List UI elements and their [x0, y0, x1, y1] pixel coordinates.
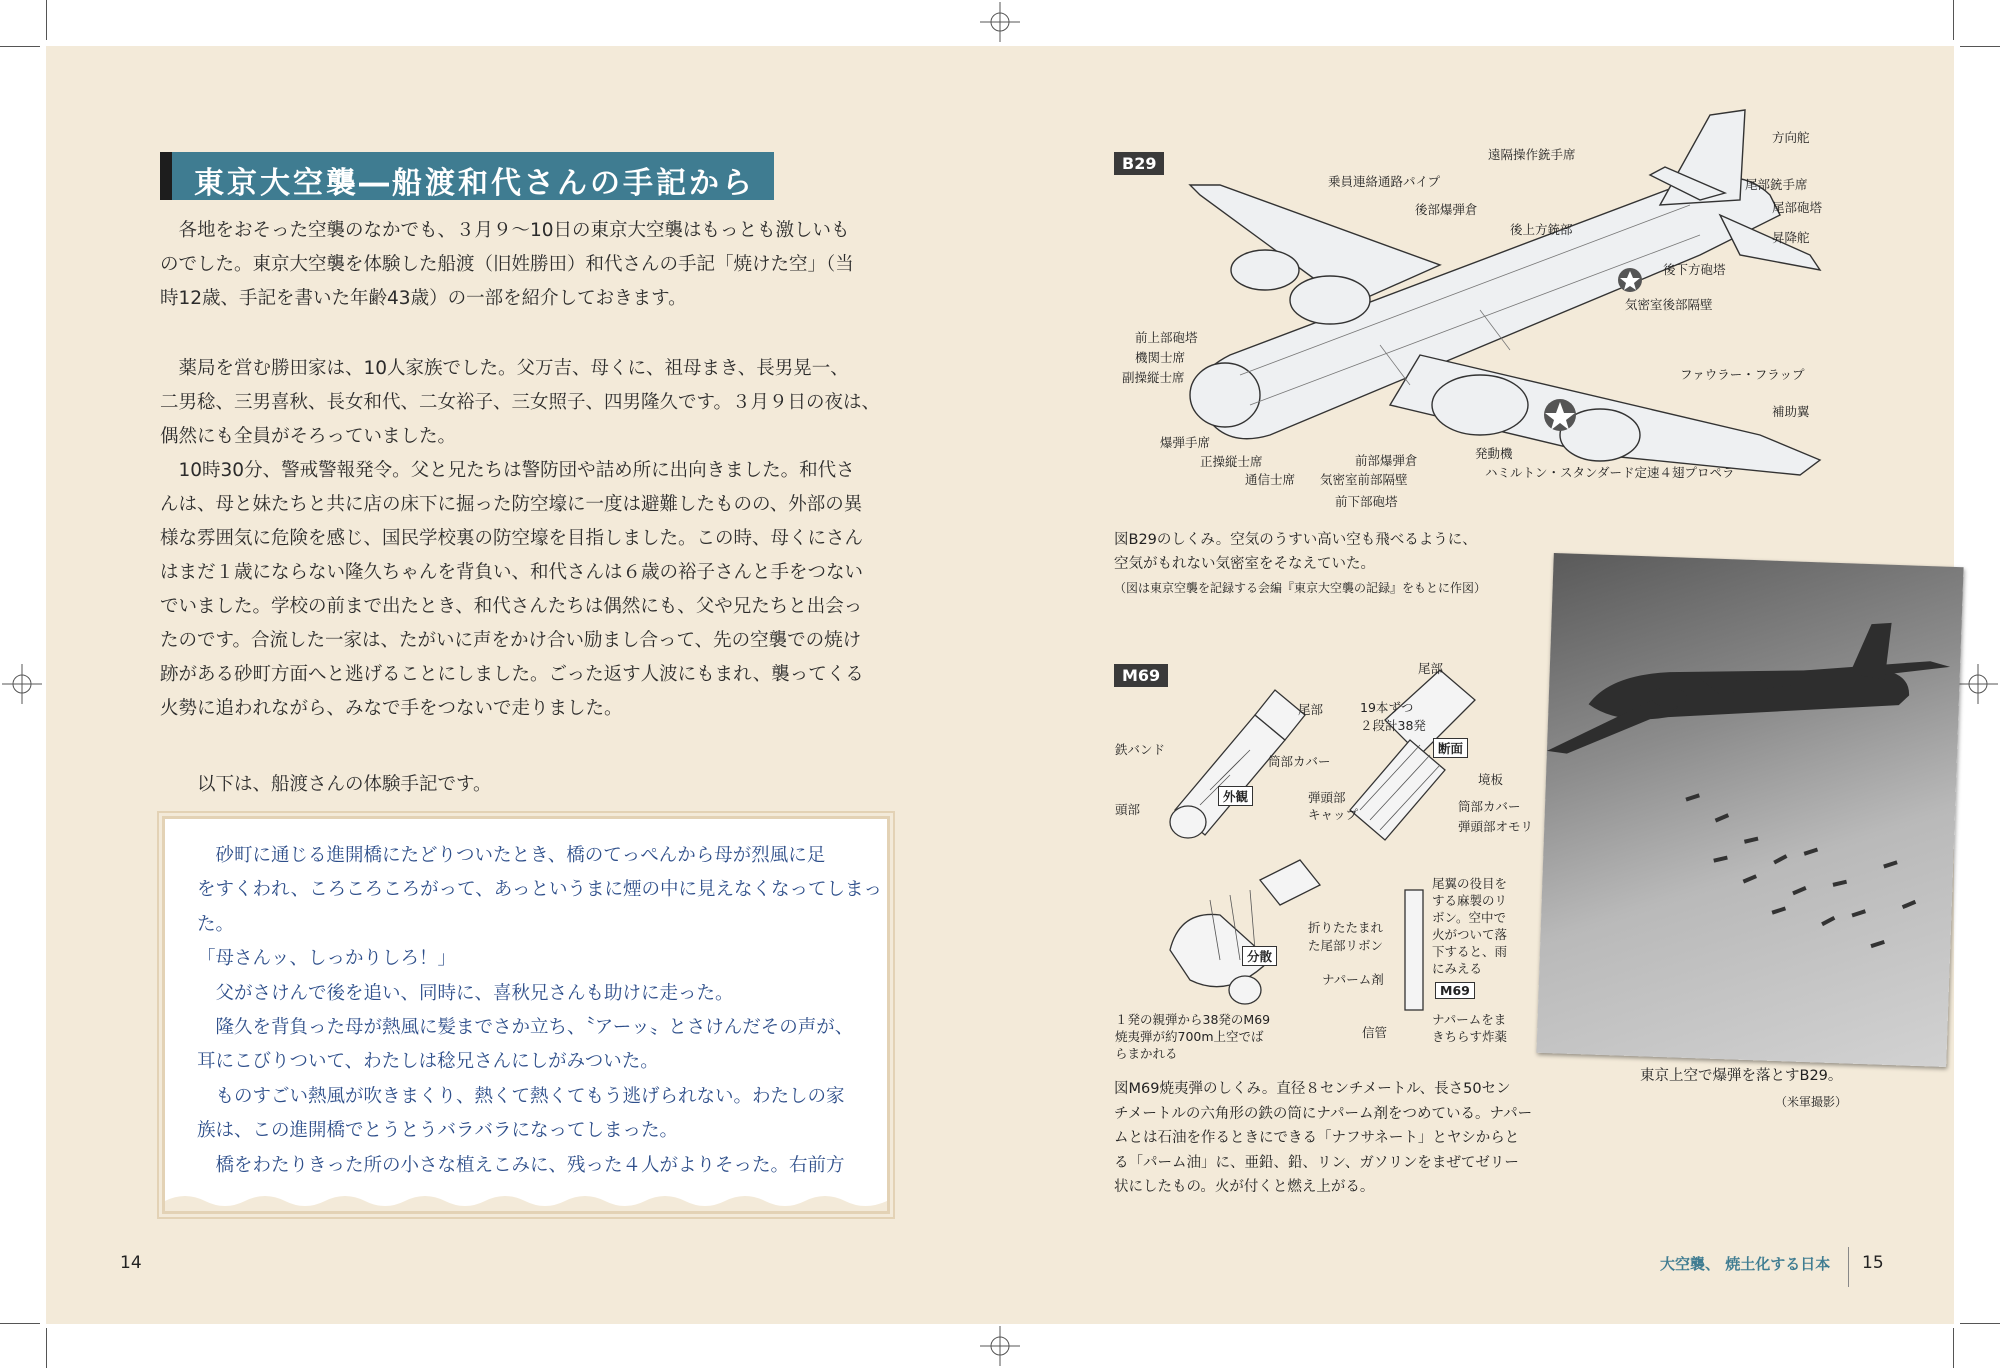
caption-line: ムとは石油を作るときにできる「ナフサネート」とヤシからと — [1114, 1130, 1520, 1146]
m69-label: 境板 — [1478, 772, 1504, 787]
page-number-left: 14 — [120, 1253, 142, 1273]
m69-label: ボン。空中で — [1432, 910, 1507, 925]
crop-mark — [1953, 1328, 1954, 1368]
lead-text — [160, 768, 890, 802]
m69-label: 信管 — [1362, 1025, 1388, 1040]
crop-mark — [1953, 0, 1954, 40]
m69-label: 折りたたまれ — [1308, 920, 1384, 935]
text-line: 二男稔、三男喜秋、長女和代、二女裕子、三女照子、四男隆久です。３月９日の夜は、 — [160, 392, 881, 413]
footer-divider — [1848, 1247, 1849, 1287]
text-line: でいました。学校の前まで出たとき、和代さんたちは偶然にも、父や兄たちと出会っ — [160, 596, 863, 617]
b29-photo — [1536, 553, 1963, 1067]
text-line: 跡がある砂町方面へと逃げることにしました。ごった返す人波にもまれ、襲ってくる — [160, 664, 864, 685]
b29-label: 前部爆弾倉 — [1355, 453, 1418, 468]
memoir-box — [162, 816, 890, 1214]
m69-label: 弾頭部 — [1308, 790, 1346, 805]
m69-label-section: 断面 — [1433, 738, 1468, 758]
m69-label: 火がついて落 — [1432, 927, 1508, 942]
section-title-text: 東京大空襲―船渡和代さんの手記から — [194, 166, 755, 201]
memoir-line: 「母さんッ、しっかりしろ！」 — [197, 948, 457, 970]
b29-label: 後上方銃部 — [1510, 222, 1573, 237]
text-line: 10時30分、警戒警報発令。父と兄たちは警防団や詰め所に出向きました。和代さ — [160, 460, 855, 481]
m69-label: ナパームをま — [1432, 1012, 1507, 1027]
memoir-line: 族は、この進開橋でとうとうバラバラになってしまった。 — [197, 1120, 679, 1142]
caption-source: （図は東京空襲を記録する会編『東京大空襲の記録』をもとに作図） — [1114, 581, 1487, 595]
crop-mark — [0, 1323, 40, 1324]
section-title — [160, 152, 774, 200]
crop-mark — [1960, 46, 2000, 47]
b29-label: 尾部砲塔 — [1772, 200, 1823, 215]
text-line: 火勢に追われながら、みなで手をつないで走りました。 — [160, 698, 623, 719]
b29-label: 発動機 — [1475, 446, 1513, 461]
b29-label: 前下部砲塔 — [1335, 494, 1398, 509]
b29-photo-scene — [1536, 553, 1963, 1067]
b29-label: 機関士席 — [1135, 350, 1186, 365]
text-line: たのです。合流した一家は、たがいに声をかけ合い励まし合って、先の空襲での焼け — [160, 630, 862, 651]
m69-label: 19本ずつ — [1360, 700, 1414, 715]
b29-label: 乗員連絡通路パイプ — [1328, 174, 1441, 189]
m69-label: ナパーム剤 — [1322, 972, 1384, 987]
m69-label: 筒部カバー — [1268, 754, 1331, 769]
m69-label: する麻製のリ — [1432, 893, 1508, 908]
memoir-line: 父がさけんで後を追い、同時に、喜秋兄さんも助けに走った。 — [197, 982, 734, 1004]
text-line: 薬局を営む勝田家は、10人家族でした。父万吉、母くに、祖母まき、長男晃一、 — [160, 358, 849, 379]
b29-label: 遠隔操作銃手席 — [1488, 147, 1576, 162]
b29-label: 後部爆弾倉 — [1415, 202, 1478, 217]
b29-label: ファウラー・フラップ — [1680, 367, 1805, 382]
caption-line: 図B29のしくみ。空気のうすい高い空も飛べるように、 — [1114, 532, 1477, 548]
b29-label: 正操縦士席 — [1200, 454, 1263, 469]
b29-label: 副操縦士席 — [1122, 370, 1185, 385]
caption-line: る「パーム油」に、亜鉛、鉛、リン、ガソリンをまぜてゼリー — [1114, 1154, 1519, 1171]
b29-label: 前上部砲塔 — [1135, 330, 1198, 345]
b29-label: 後下方砲塔 — [1663, 262, 1726, 277]
intro-paragraph — [160, 214, 890, 316]
b29-label: ハミルトン・スタンダード定速４翅プロペラ — [1485, 465, 1735, 480]
b29-label: 方向舵 — [1772, 130, 1810, 145]
m69-label: 焼夷弾が約700m上空でば — [1115, 1029, 1264, 1044]
caption-line: 状にしたもの。火が付くと燃え上がる。 — [1114, 1179, 1375, 1195]
caption-line: 空気がもれない気密室をそなえていた。 — [1114, 556, 1375, 572]
crop-mark — [0, 46, 40, 47]
b29-label: 通信士席 — [1245, 472, 1296, 487]
m69-label: らまかれる — [1115, 1046, 1178, 1061]
m69-label: キャップ — [1308, 807, 1359, 822]
m69-label: 弾頭部オモリ — [1458, 819, 1534, 834]
registration-mark-right — [1958, 664, 1998, 704]
running-title: 大空襲、 焼土化する日本 — [1660, 1255, 1831, 1273]
m69-label: ２段計38発 — [1360, 718, 1426, 733]
crop-mark — [46, 1328, 47, 1368]
b29-label: 気密室前部隔壁 — [1320, 472, 1408, 487]
memoir-line: ものすごい熱風が吹きまくり、熱くて熱くてもう逃げられない。わたしの家 — [197, 1085, 845, 1107]
m69-label: 尾部 — [1298, 702, 1324, 717]
page-number-right: 15 — [1862, 1253, 1884, 1273]
photo-caption: 東京上空で爆弾を落とすB29。 — [1640, 1068, 1843, 1084]
m69-label: にみえる — [1432, 961, 1483, 976]
text-line: 以下は、船渡さんの体験手記です。 — [160, 774, 492, 795]
m69-label: １発の親弾から38発のM69 — [1115, 1012, 1271, 1027]
text-line: 時12歳、手記を書いた年齢43歳）の一部を紹介しておきます。 — [160, 288, 687, 309]
caption-line: チメートルの六角形の鉄の筒にナパーム剤をつめている。ナパー — [1114, 1105, 1533, 1122]
m69-tag: M69 — [1114, 664, 1168, 687]
m69-label: 尾部 — [1418, 661, 1444, 676]
b29-label: 爆弾手席 — [1160, 435, 1211, 450]
m69-caption — [1114, 1077, 1532, 1200]
registration-mark-bottom — [980, 1326, 1020, 1366]
crop-mark — [1960, 1323, 2000, 1324]
caption-line: 図M69焼夷弾のしくみ。直径８センチメートル、長さ50セン — [1114, 1081, 1511, 1097]
b29-label: 気密室後部隔壁 — [1625, 297, 1713, 312]
b29-caption — [1114, 528, 1486, 600]
b29-label: 補助翼 — [1772, 404, 1810, 419]
text-line: んは、母と妹たちと共に店の床下に掘った防空壕に一度は避難したものの、外部の異 — [160, 494, 863, 515]
b29-label: 尾部銃手席 — [1745, 177, 1808, 192]
memoir-line: をすくわれ、ころころころがって、あっというまに煙の中に見えなくなってしまっ — [197, 879, 883, 901]
memoir-line: 隆久を背負った母が熱風に髪までさか立ち、〝アーッ〟とさけんだその声が、 — [197, 1017, 854, 1039]
crop-mark — [46, 0, 47, 40]
m69-label: 下すると、雨 — [1432, 944, 1508, 959]
b29-label: 昇降舵 — [1772, 230, 1810, 245]
m69-label-exterior: 外観 — [1218, 786, 1253, 806]
m69-label: 頭部 — [1115, 802, 1141, 817]
m69-label-tag: M69 — [1435, 982, 1475, 999]
b29-tag: B29 — [1114, 152, 1164, 175]
m69-label-scatter: 分散 — [1242, 946, 1277, 966]
text-line: 様な雰囲気に危険を感じ、国民学校裏の防空壕を目指しました。この時、母くにさん — [160, 528, 864, 549]
text-line: はまだ１歳にならない隆久ちゃんを背負い、和代さんは６歳の裕子さんと手をつない — [160, 562, 864, 583]
text-line: のでした。東京大空襲を体験した船渡（旧姓勝田）和代さんの手記「焼けた空」（当 — [160, 254, 854, 275]
memoir-line: た。 — [197, 913, 235, 935]
text-line: 偶然にも全員がそろっていました。 — [160, 426, 457, 447]
registration-mark-left — [2, 664, 42, 704]
m69-label: きちらす炸薬 — [1432, 1029, 1508, 1044]
memoir-line: 耳にこびりついて、わたしは稔兄さんにしがみついた。 — [197, 1051, 659, 1073]
text-line: 各地をおそった空襲のなかでも、３月９～10日の東京大空襲はもっとも激しいも — [160, 220, 850, 241]
body-paragraph — [160, 352, 890, 726]
memoir-line: 橋をわたりきった所の小さな植えこみに、残った４人がよりそった。右前方 — [197, 1154, 845, 1176]
memoir-line: 砂町に通じる進開橋にたどりついたとき、橋のてっぺんから母が烈風に足 — [197, 845, 826, 866]
m69-label: 鉄バンド — [1115, 742, 1166, 757]
m69-label: た尾部リボン — [1308, 938, 1384, 953]
m69-label: 尾翼の役目を — [1432, 876, 1508, 891]
torn-edge-wave — [165, 1187, 887, 1213]
photo-credit: （米軍撮影） — [1775, 1095, 1848, 1109]
m69-label: 筒部カバー — [1458, 799, 1521, 814]
registration-mark-top — [980, 2, 1020, 42]
